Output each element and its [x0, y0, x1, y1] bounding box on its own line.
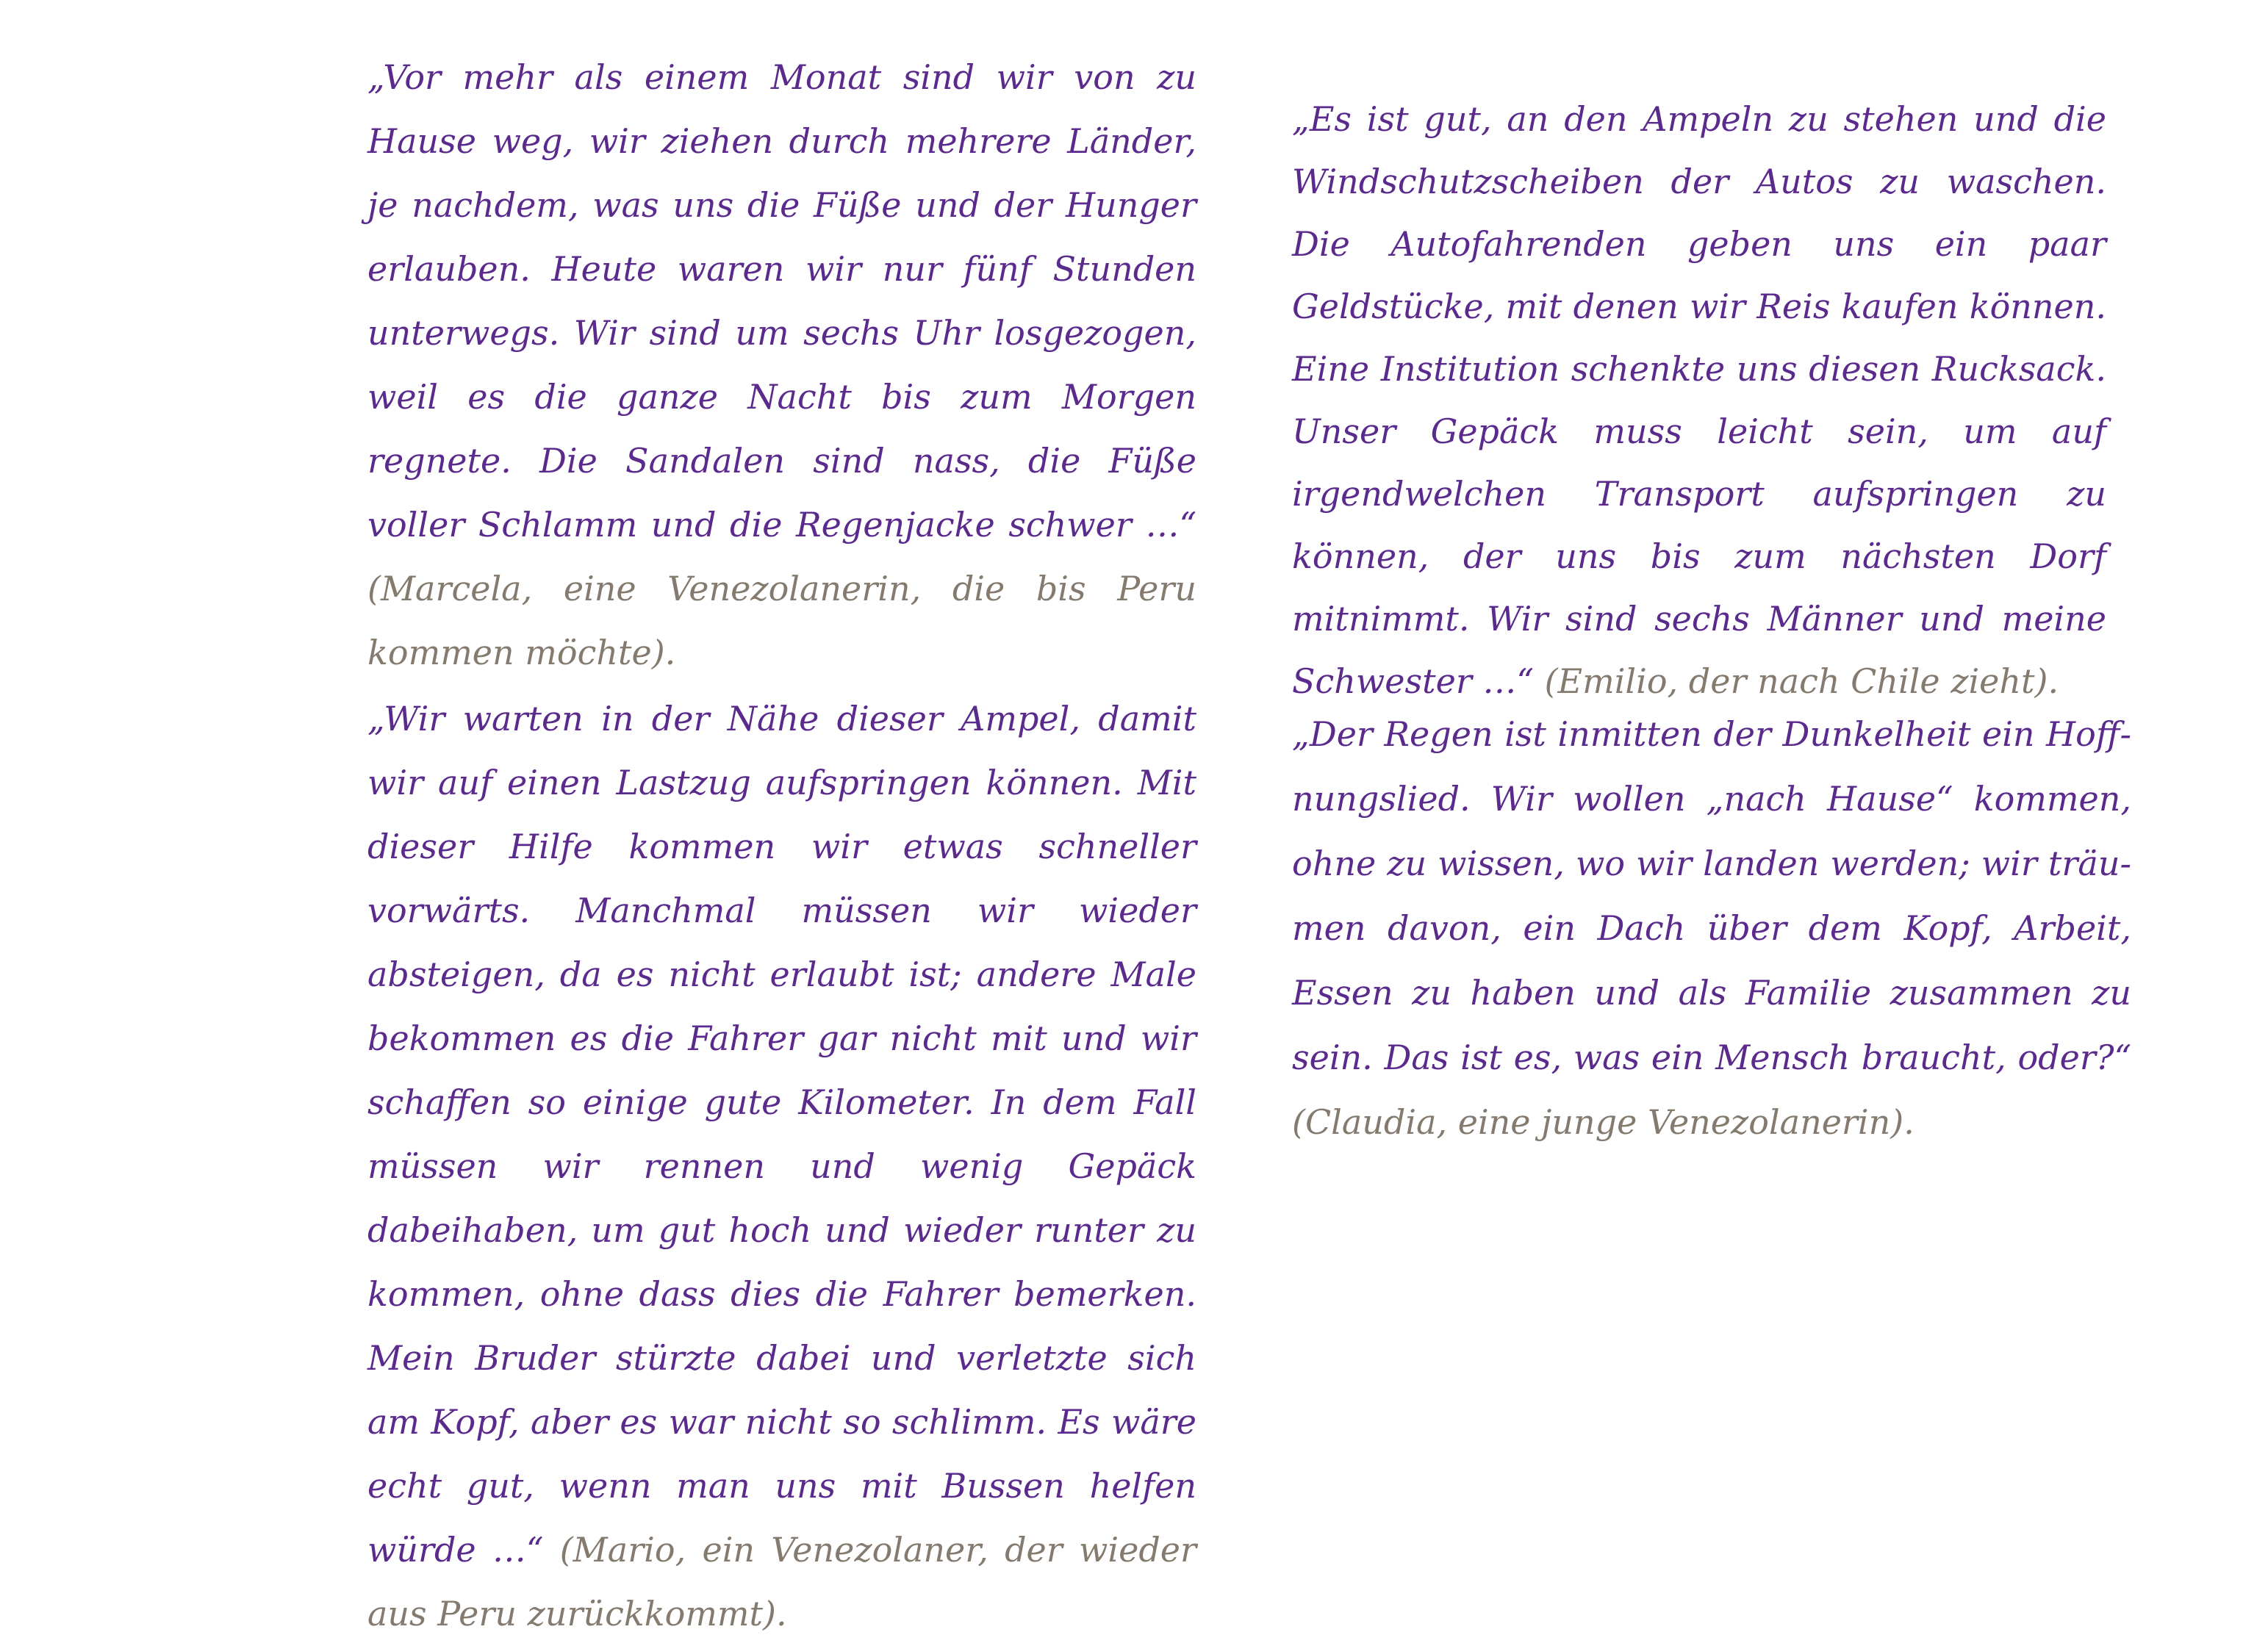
quote-mario [367, 687, 1196, 1646]
quote-emilio [1292, 88, 2106, 713]
quote-text: „Vor mehr als einem Monat sind wir von zu Hause weg, wir ziehen durch mehrere Länder, je nachdem, was uns die Füße und der Hunger erlauben. Heute waren wir nur fünf Stunden unterwegs. Wir sind um sechs Uhr losgezogen, weil es die ganze Nacht bis zum Morgen regnete. Die Sandalen sind nass, die Füße voller Schlamm und die Regenjacke schwer …“ [367, 57, 1196, 545]
quote-text: „Es ist gut, an den Ampeln zu stehen und die Windschutzscheiben der Autos zu waschen. Die Autofahrenden geben uns ein paar Geldstücke, mit denen wir Reis kaufen können. Eine Institution schenkte uns diesen Rucksack. Unser Gepäck muss leicht sein, um auf irgendwelchen Transport aufspringen zu können, der uns bis zum nächsten Dorf mitnimmt. Wir sind sechs Männer und meine Schwester …“ [1292, 99, 2106, 701]
quote-claudia [1292, 702, 2131, 1154]
quote-text: „Der Regen ist inmitten der Dunkelheit ein Hoffnungslied. Wir wollen „nach Hause“ kommen, ohne zu wissen, wo wir landen werden; wir träumen davon, ein Dach über dem Kopf, Arbeit, Essen zu haben und als Familie zusammen zu sein. Das ist es, was ein Mensch braucht, oder?“ [1292, 714, 2131, 1077]
quote-attribution: (Claudia, eine junge Venezolanerin). [1292, 1102, 1914, 1142]
quote-attribution: (Marcela, eine Venezolanerin, die bis Peru kommen möchte). [367, 569, 1196, 672]
quote-text: „Wir warten in der Nähe dieser Ampel, damit wir auf einen Lastzug aufspringen können. Mit dieser Hilfe kommen wir etwas schneller vorwärts. Manchmal müssen wir wieder absteigen, da es nicht erlaubt ist; andere Male bekommen es die Fahrer gar nicht mit und wir schaffen so einige gute Kilometer. In dem Fall müssen wir rennen und wenig Gepäck dabeihaben, um gut hoch und wieder runter zu kommen, ohne dass dies die Fahrer bemerken. Mein Bruder stürzte dabei und verletzte sich am Kopf, aber es war nicht so schlimm. Es wäre echt gut, wenn man uns mit Bussen helfen würde …“ [367, 699, 1196, 1570]
quote-attribution: (Mario, ein Venezolaner, der wieder aus Peru zurückkommt). [367, 1530, 1196, 1634]
quote-marcela [367, 46, 1196, 685]
quote-attribution: (Emilio, der nach Chile zieht). [1544, 661, 2059, 701]
